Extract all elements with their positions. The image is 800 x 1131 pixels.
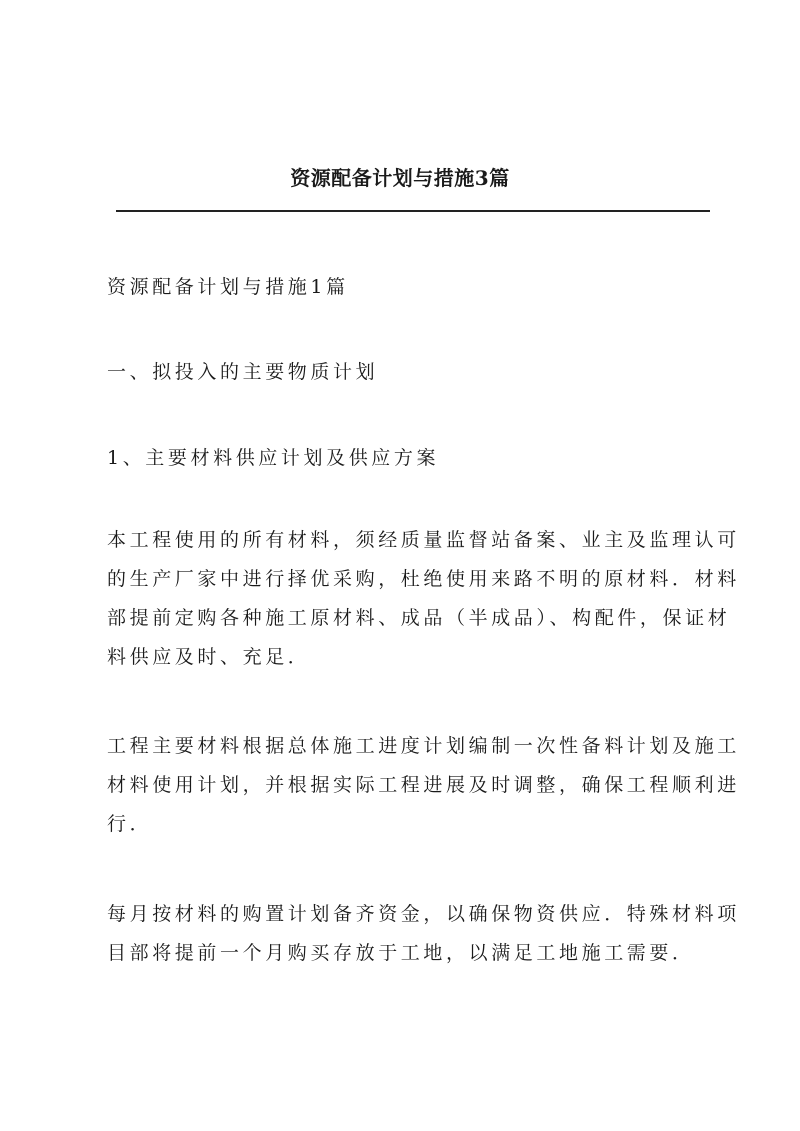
subtitle: 资源配备计划与措施1篇 — [107, 276, 349, 298]
paragraph-line: 的生产厂家中进行择优采购，杜绝使用来路不明的原材料．材料 — [107, 568, 740, 590]
paragraph-line: 目部将提前一个月购买存放于工地，以满足工地施工需要． — [107, 942, 695, 964]
paragraph-line: 工程主要材料根据总体施工进度计划编制一次性备料计划及施工 — [107, 735, 740, 757]
section-heading: 一、拟投入的主要物质计划 — [107, 361, 379, 383]
document-title: 资源配备计划与措施3篇 — [290, 166, 510, 190]
paragraph-line: 部提前定购各种施工原材料、成品（半成品）、构配件，保证材 — [107, 607, 731, 629]
paragraph-line: 本工程使用的所有材料，须经质量监督站备案、业主及监理认可 — [107, 529, 740, 551]
paragraph-1 — [107, 525, 740, 681]
paragraph-3 — [107, 899, 740, 977]
paragraph-line: 料供应及时、充足． — [107, 646, 311, 668]
subsection-heading: 1、主要材料供应计划及供应方案 — [107, 447, 440, 469]
paragraph-line: 材料使用计划，并根据实际工程进展及时调整，确保工程顺利进 — [107, 774, 740, 796]
paragraph-2 — [107, 731, 740, 848]
title-divider — [116, 210, 710, 212]
paragraph-line: 每月按材料的购置计划备齐资金，以确保物资供应．特殊材料项 — [107, 903, 740, 925]
paragraph-line: 行． — [107, 813, 153, 835]
